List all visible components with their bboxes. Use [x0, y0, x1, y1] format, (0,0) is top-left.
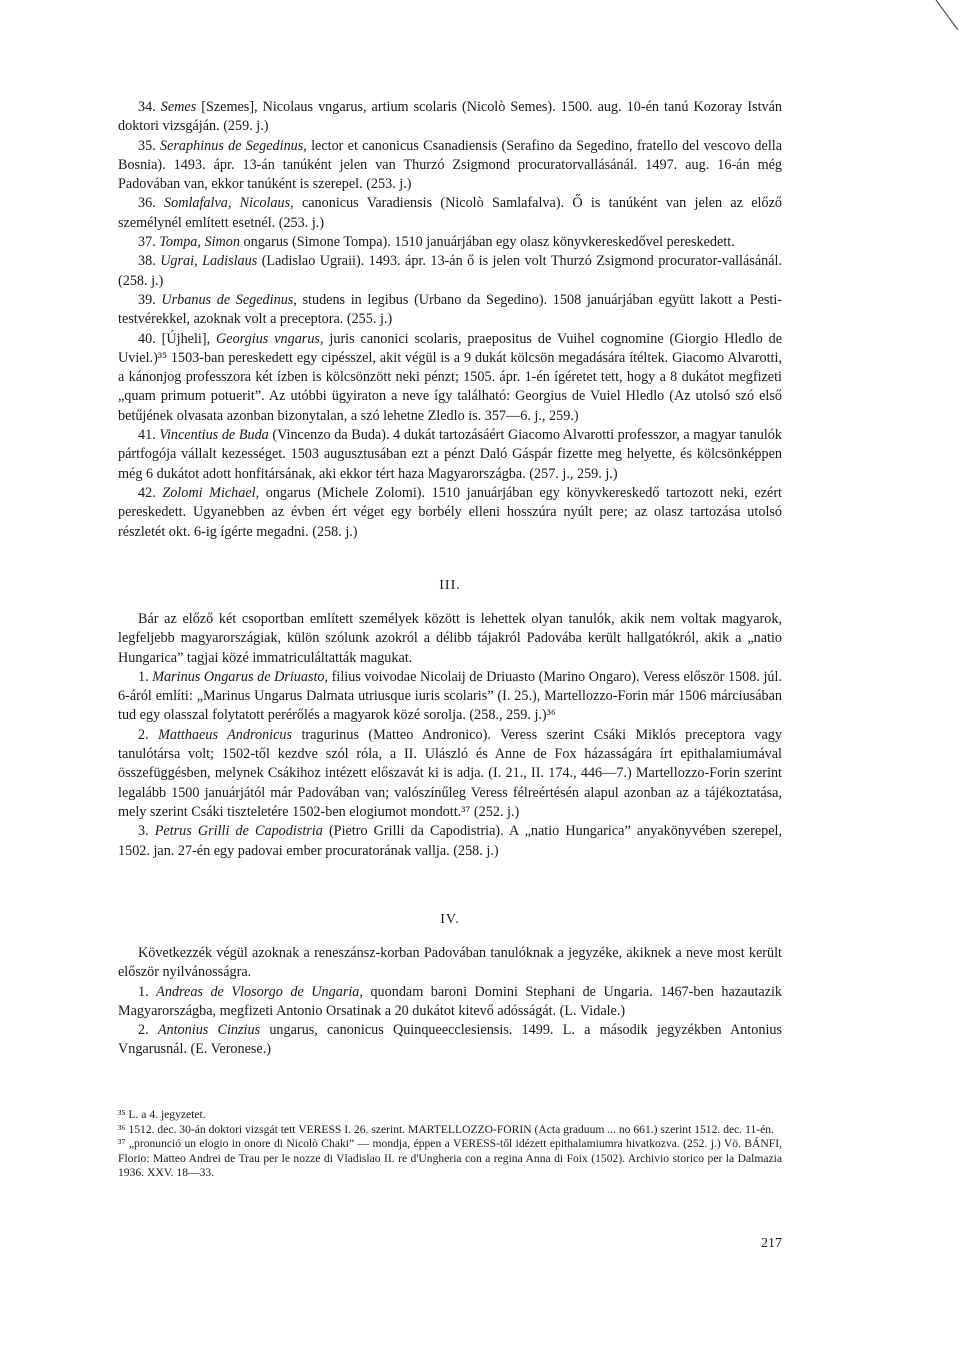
entry-name: Marinus Ongarus de Driuasto, [152, 668, 329, 685]
section-4-entry [118, 1021, 782, 1060]
entry-name: Ugrai, Ladislaus [160, 253, 258, 270]
entry-text: juris canonici scolaris, praepositus de Vuihel cognomine (Giorgio Hledlo de Uviel.)³⁵ 1503-ban pereskedett egy cipésszel, akit végül is a 9 dukát kölcsön megadására ítéltek. Giacomo Alvarotti, a kánonjog professzora két ízben is kölcsönzött neki pénzt; 1505. ápr. 1-én ígéretet tett, hogy a 8 dukátot megfizeti „quam primum potuerit”. Az utóbbi ügyiraton a neve így található: Georgius de Vuiel Hledlo (Az utolsó szó első betűjének olvasata azonban bizonytalan, a szó lehetne Zledlo is. 357—6. j., 259.) [118, 330, 782, 424]
entry-name: Seraphinus de Segedinus, [160, 137, 307, 154]
list-entry [118, 98, 782, 137]
entry-text: tragurinus (Matteo Andronico). Veress szerint Csáki Miklós preceptora vagy tanulótársa volt; 1502-től kezdve szól róla, a II. Ulászló és Anne de Fox házasságára írt epithalamiumával összefüggésben, melynek Csákihoz intézett előszavát ki is adja. (I. 21., II. 174., 446—7.) Martellozzo-Forin szerint legalább 1500 januárjától már Padovában van; valószínűleg Veress félreértésén alapul azonban az a tájékoztatása, mely szerint Csáki tiszteletére 1502-ben elogiumot mondott.³⁷ (252. j.) [118, 726, 782, 820]
entry-name: Petrus Grilli de Capodistria [154, 823, 323, 840]
footnote-text: „pronunció un elogio in onore di Nicolò Chaki” — mondja, éppen a VERESS-től idézett epithalamiumra hivatkozva. (252. j.) Vö. BÁNFI, Florio: Matteo Andrei de Trau per le nozze di Vladislao II. re d'Ungheria con a regina Anna di Foix (1502). Archivio storico per la Dalmazia 1936. XXV. 18—33. [118, 1137, 782, 1180]
entry-text: ongarus (Michele Zolomi). 1510 januárjában egy könyvkereskedő tartozott neki, ezért pereskedett. Ugyanebben az évben ért véget egy borbély elleni hosszúra nyúlt pere; az olasz tartozása utolsó részletét okt. 6-ig ígérte megadni. (258. j.) [118, 484, 782, 540]
section-3-intro: Bár az előző két csoportban említett személyek között is lehettek olyan tanulók, akik nem voltak magyarok, legfeljebb magyarországiak, külön szólunk azokról a délibb tájakról Padovába került hallgatókról, akik a „natio Hungarica” tagjai közé immatriculáltatták magukat. [118, 611, 782, 666]
entry-text: [Szemes], Nicolaus vngarus, artium scolaris (Nicolò Semes). 1500. aug. 10-én tanú Kozoray István doktori vizsgáján. (259. j.) [118, 99, 782, 135]
footnote-text: 1512. dec. 30-án doktori vizsgát tett VERESS I. 26. szerint. MARTELLOZZO-FORIN (Acta graduum ... no 661.) szerint 1512. dec. 11-én. [128, 1122, 774, 1136]
page-number: 217 [761, 1236, 782, 1251]
section-3-entry [118, 668, 782, 726]
entry-number: 1. [138, 668, 153, 685]
entry-text: quondam baroni Domini Stephani de Ungaria. 1467-ben hazautazik Magyarországba, megfizeti Antonio Orsatinak a 20 dukátot kitevő adósságát. (L. Vidale.) [118, 983, 783, 1019]
entry-name: Somlafalva, Nicolaus, [164, 195, 294, 212]
entry-number: 35. [138, 137, 160, 154]
entry-number: 37. [138, 234, 160, 251]
entry-number: 41. [138, 427, 160, 444]
list-entry [118, 137, 782, 195]
footnote-mark: ³⁵ [118, 1108, 129, 1121]
entry-text: (Vincenzo da Buda). 4 dukát tartozásáért Giacomo Alvarotti professzor, a magyar tanulók pártfogója vállalt kezességet. 1503 augusztusában ezt a pénzt Daló Gáspár fizette meg helyette, és kölcsönképpen még 6 dukátot adott honfitársának, aki ekkor tért haza Magyarországba. (257. j., 259. j.) [118, 427, 782, 482]
section-4-intro: Következzék végül azoknak a reneszánsz-korban Padovában tanulóknak a jegyzéke, akiknek a neve most került először nyilvánosságra. [118, 945, 782, 981]
list-entry [118, 426, 782, 484]
entry-text: canonicus Varadiensis (Nicolò Samlafalva). Ő is tanúként van jelen az előző személynél említett esetnél. (253. j.) [118, 195, 782, 231]
entry-text: (Pietro Grilli da Capodistria). A „natio Hungarica” anyakönyvében szerepel, 1502. jan. 27-én egy padovai ember procuratorának vallja. (258. j.) [118, 823, 783, 859]
footnote-text: L. a 4. jegyzetet. [128, 1108, 206, 1121]
entry-text: studens in legibus (Urbano da Segedino). 1508 januárjában együtt lakott a Pesti-testvérekkel, azoknak volt a preceptora. (255. j.) [118, 291, 783, 328]
footnotes [118, 1108, 782, 1181]
entry-name: Zolomi Michael, [162, 484, 260, 501]
entry-number: 36. [138, 195, 165, 212]
entry-number: 40. [138, 330, 162, 347]
entry-text: filius voivodae Nicolaij de Driuasto (Marino Ongaro). Veress először 1508. júl. 6-áról említi: „Marinus Ungarus Dalmata utriusque iuris scolaris” (I. 25.), Martellozzo-Forin már 1506 márciusában tud egy olasszal folytatott perérőlés a magyarok közé sorolja. (258., 259. j.)³⁶ [118, 668, 783, 724]
scan-corner-mark [930, 0, 960, 30]
entry-number: 42. [138, 484, 163, 501]
entry-text: (Ladislao Ugraii). 1493. ápr. 13-án ő is jelen volt Thurzó Zsigmond procurator-vallásánál. (258. j.) [118, 253, 782, 289]
section-heading-4: IV. [440, 912, 460, 927]
entry-number: 2. [138, 726, 159, 743]
entry-number: 39. [138, 291, 162, 308]
section-heading-3: III. [439, 578, 461, 593]
footnote [118, 1137, 782, 1181]
entry-number: 38. [138, 253, 161, 270]
footnote-mark: ³⁶ [118, 1122, 129, 1136]
section-4-body [118, 944, 782, 1060]
list-entry [118, 330, 782, 426]
entry-prefix: [Újheli], [161, 330, 217, 347]
entry-number: 2. [138, 1022, 158, 1039]
footnote [118, 1108, 782, 1123]
entry-number: 1. [138, 983, 157, 1000]
entry-name: Semes [160, 99, 197, 115]
list-entry [118, 233, 782, 252]
entry-name: Vincentius de Buda [159, 427, 269, 444]
section-3-body [118, 610, 782, 861]
list-entry [118, 252, 782, 291]
entry-name: Urbanus de Segedinus, [161, 291, 297, 308]
entry-name: Tompa, Simon [159, 234, 240, 251]
entry-name: Andreas de Vlosorgo de Ungaria, [156, 983, 363, 1000]
section-3-entry [118, 822, 782, 861]
entry-name: Matthaeus Andronicus [158, 726, 293, 743]
entry-name: Georgius vngarus, [216, 330, 324, 347]
entry-text: ongarus (Simone Tompa). 1510 januárjában egy olasz könyvkereskedővel pereskedett. [239, 234, 735, 251]
footnote-mark: ³⁷ [118, 1137, 129, 1151]
entry-name: Antonius Cinzius [157, 1022, 261, 1039]
list-entry [118, 484, 782, 542]
list-entry [118, 194, 782, 233]
entries-list-top [118, 98, 782, 542]
list-entry [118, 291, 782, 330]
entry-number: 34. [138, 99, 161, 115]
section-4-entry [118, 983, 782, 1022]
entry-text: lector et canonicus Csanadiensis (Serafino da Segedino, fratello del vescovo della Bosnia). 1493. ápr. 13-án tanúként jelen van Thurzó Zsigmond procuratorvallásánál. 1497. aug. 16-án még Padovában van, ekkor tanúként is szerepel. (253. j.) [118, 137, 782, 193]
entry-number: 3. [138, 823, 155, 840]
section-3-entry [118, 726, 782, 822]
entry-text: ungarus, canonicus Quinqueecclesiensis. 1499. L. a második jegyzékben Antonius Vngarusnál. (E. Veronese.) [118, 1022, 782, 1058]
footnote [118, 1123, 782, 1138]
